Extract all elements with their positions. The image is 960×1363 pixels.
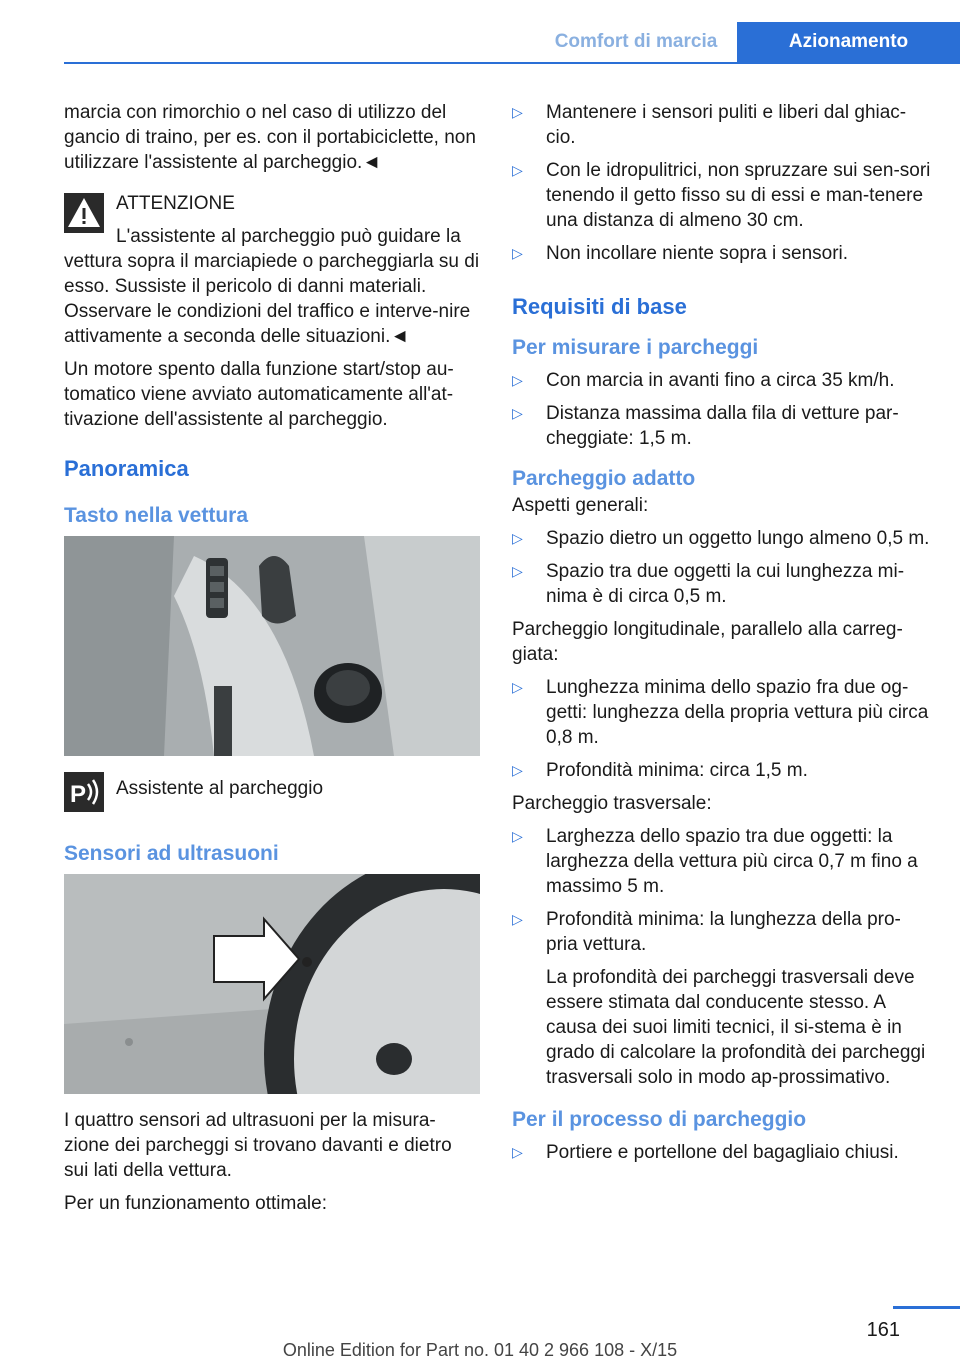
- paragraph: Aspetti generali:: [512, 495, 649, 516]
- list-item: ▷ Profondità minima: la lunghezza della pro‐pria vettura. La profondità dei parcheggi trasversali deve essere stimata dal conducente stesso. A causa dei suoi limiti tecnici, il si‐stema è in grado di calcolare la profondità dei parcheggi trasversali solo in modo ap‐prossimativo.: [512, 907, 932, 1090]
- warning-title: ATTENZIONE: [116, 193, 235, 214]
- list-item: ▷ Lunghezza minima dello spazio fra due og‐getti: lunghezza della propria vettura più circa 0,8 m.: [512, 677, 929, 748]
- list-item: ▷ Con marcia in avanti fino a circa 35 km/h.: [512, 370, 895, 391]
- list-item: ▷ Portiere e portellone del bagagliaio chiusi.: [512, 1142, 899, 1163]
- list-item: ▷ Mantenere i sensori puliti e liberi dal ghiac‐cio.: [512, 102, 907, 148]
- paragraph: Un motore spento dalla funzione start/stop au‐tomatico viene avviato automaticamente all'at‐tivazione dell'assistente al parcheggio.: [64, 359, 454, 430]
- section-heading-requirements: Requisiti di base: [512, 294, 687, 319]
- caption-text: Assistente al parcheggio: [116, 778, 324, 799]
- subheading-process: Per il processo di parcheggio: [512, 1108, 807, 1131]
- caption-park-assist: [64, 776, 480, 816]
- paragraph: I quattro sensori ad ultrasuoni per la misura‐zione dei parcheggi si trovano davanti e dietro sui lati della vettura.: [64, 1110, 452, 1181]
- warning-text: L'assistente al parcheggio può guidare la vettura sopra il marciapiede o parcheggiarla su di esso. Sussiste il pericolo di danni materiali. Osservare le condizioni del traffico e interve‐nire attivamente a seconda delle situazioni.◄: [64, 226, 480, 347]
- paragraph: marcia con rimorchio o nel caso di utilizzo del gancio di traino, per es. con il portabiciclette, non utilizzare l'assistente al parcheggio.◄: [64, 102, 476, 173]
- subheading-measure: Per misurare i parcheggi: [512, 336, 759, 359]
- paragraph: Parcheggio trasversale:: [512, 793, 712, 814]
- bullet-icon: ▷: [512, 563, 523, 579]
- subheading-suitable: Parcheggio adatto: [512, 467, 696, 490]
- warning-triangle-icon: [64, 193, 104, 233]
- bullet-icon: ▷: [512, 372, 523, 388]
- list-item: ▷ Spazio dietro un oggetto lungo almeno 0,5 m.: [512, 528, 930, 549]
- header-section-tab[interactable]: Comfort di marcia: [554, 31, 718, 52]
- header-rule: [64, 62, 960, 64]
- list-item: ▷ Profondità minima: circa 1,5 m.: [512, 760, 808, 781]
- page-marker: [893, 1306, 960, 1309]
- svg-text:P: P: [70, 781, 87, 808]
- bullet-icon: ▷: [512, 679, 523, 695]
- list-item-note: La profondità dei parcheggi trasversali deve essere stimata dal conducente stesso. A causa dei suoi limiti tecnici, il si‐stema è in grado di calcolare la profondità dei parcheggi trasversali solo in modo ap‐prossimativo.: [546, 967, 926, 1088]
- list-item: ▷ Distanza massima dalla fila di vetture par‐cheggiate: 1,5 m.: [512, 403, 899, 449]
- console-photo: [64, 536, 480, 756]
- footer-edition: Online Edition for Part no. 01 40 2 966 108 - X/15: [282, 1340, 678, 1360]
- bullet-icon: ▷: [512, 530, 523, 546]
- bullet-icon: ▷: [512, 911, 523, 927]
- right-column: [512, 100, 932, 1173]
- subheading-sensors: Sensori ad ultrasuoni: [64, 842, 279, 865]
- bullet-icon: ▷: [512, 828, 523, 844]
- left-column: [64, 100, 480, 1224]
- list-item: ▷ Non incollare niente sopra i sensori.: [512, 243, 849, 264]
- sensor-photo: [64, 874, 480, 1094]
- bullet-icon: ▷: [512, 162, 523, 178]
- warning-box: [64, 191, 480, 349]
- list-item: ▷ Larghezza dello spazio tra due oggetti: la larghezza della vettura più circa 0,7 m fino a massimo 5 m.: [512, 826, 918, 897]
- bullet-icon: ▷: [512, 245, 523, 261]
- list-item: ▷ Con le idropulitrici, non spruzzare sui sen‐sori tenendo il getto fisso su di essi e man‐tenere una distanza di almeno 30 cm.: [512, 160, 931, 231]
- bullet-icon: ▷: [512, 104, 523, 120]
- bullet-icon: ▷: [512, 405, 523, 421]
- paragraph: Per un funzionamento ottimale:: [64, 1193, 327, 1214]
- bullet-icon: ▷: [512, 1144, 523, 1160]
- header-chapter-tab[interactable]: Azionamento: [737, 22, 960, 62]
- bullet-icon: ▷: [512, 762, 523, 778]
- subheading-button: Tasto nella vettura: [64, 504, 248, 527]
- section-heading-overview: Panoramica: [64, 456, 189, 481]
- park-assist-icon: [64, 772, 104, 812]
- paragraph: Parcheggio longitudinale, parallelo alla carreg‐giata:: [512, 619, 903, 665]
- list-item: ▷ Spazio tra due oggetti la cui lunghezza mi‐nima è di circa 0,5 m.: [512, 561, 905, 607]
- page-number: 161: [866, 1319, 900, 1341]
